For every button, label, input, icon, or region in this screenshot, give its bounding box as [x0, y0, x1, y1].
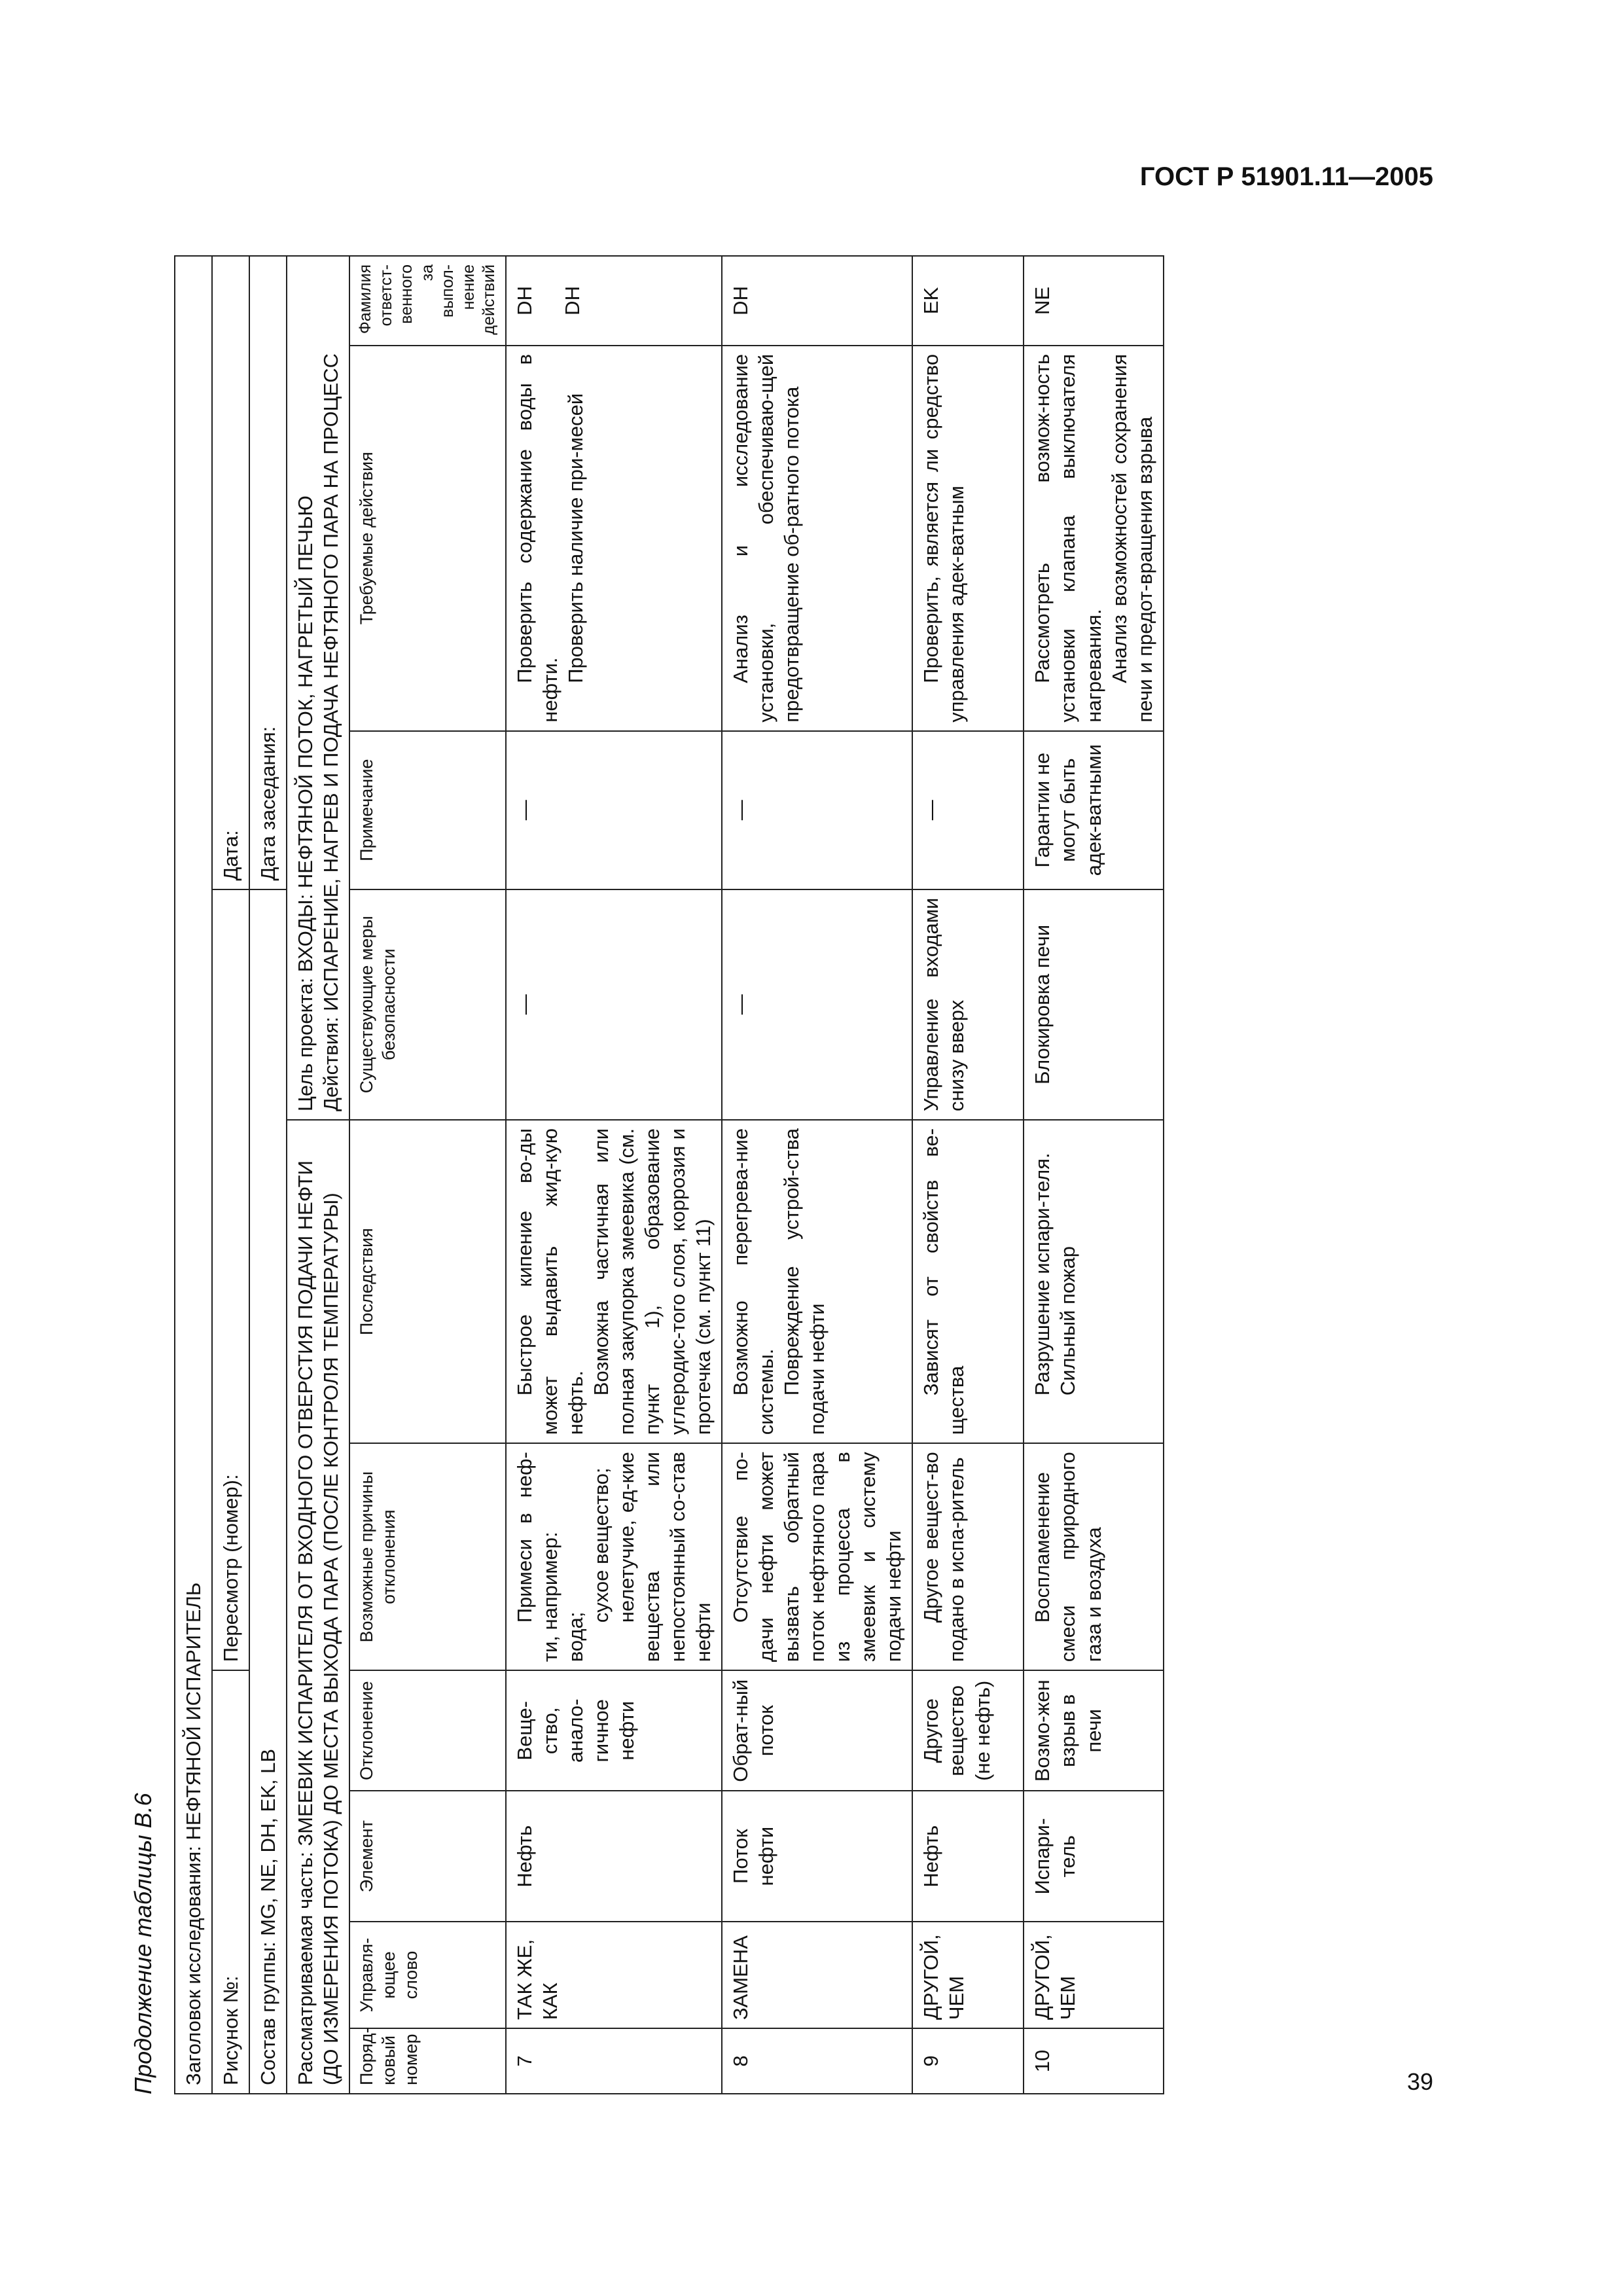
row-number: 8 [722, 2028, 912, 2094]
date: Дата: [212, 256, 249, 889]
action-line: Проверить, является ли средство управления адек-ватным [919, 353, 969, 723]
element: Испари-тель [1024, 1791, 1163, 1922]
column-header: Примечание [349, 731, 506, 889]
consequence-line: Повреждение устрой-ства подачи нефти [780, 1128, 829, 1435]
cause-line: Отсутствие по-дачи нефти может вызвать обратный поток нефтяного пара из процесса в змеевик и систему подачи нефти [729, 1452, 906, 1662]
causes [1024, 1443, 1163, 1670]
element: Нефть [912, 1791, 1024, 1922]
column-header: Существующие меры безопасности [349, 889, 506, 1120]
consequence-line: Разрушение испари-теля. [1031, 1153, 1054, 1396]
action-line: Анализ возможностей сохранения печи и предот-вращения взрыва [1107, 353, 1156, 723]
action-line: Рассмотреть возмож-ность установки клапана выключателя нагревания. [1031, 353, 1105, 723]
cause-line: Другое вещест-во подано в испа-ритель [919, 1452, 969, 1662]
required-actions [912, 346, 1024, 731]
safeguards: — [722, 889, 912, 1120]
responsible-initials: EK [919, 287, 943, 315]
row-number: 10 [1024, 2028, 1163, 2094]
guide-word: ТАК ЖЕ, КАК [506, 1922, 722, 2028]
goal-text: Цель проекта: ВХОДЫ: НЕФТЯНОЙ ПОТОК, НАГРЕТЫЙ ПЕЧЬЮ [294, 495, 317, 1111]
row-number: 9 [912, 2028, 1024, 2094]
consequence-line: Возможна частичная или полная закупорка змеевика (см. пункт 1), образование углеродис-того слоя, коррозия и протечка (см. пункт 11) [589, 1128, 715, 1435]
causes [912, 1443, 1024, 1670]
guide-word: ДРУГОЙ, ЧЕМ [1024, 1922, 1163, 2028]
table-row [722, 256, 912, 2094]
consequences [912, 1120, 1024, 1443]
required-actions [506, 346, 722, 731]
revision-number: Пересмотр (номер): [212, 889, 249, 1671]
cause-line: нелетучие, ед-кие вещества или непостоянный со-став нефти [615, 1452, 715, 1662]
note: — [506, 731, 722, 889]
consequences [506, 1120, 722, 1443]
consequence-line: Возможно перегрева-ние системы. [729, 1128, 778, 1435]
cause-line: вода; [563, 1611, 587, 1662]
actions-text: Действия: ИСПАРЕНИЕ, НАГРЕВ И ПОДАЧА НЕФТЯНОГО ПАРА НА ПРОЦЕСС [319, 353, 343, 1111]
consequences [1024, 1120, 1163, 1443]
column-header: Возможные причины отклонения [349, 1443, 506, 1670]
consequence-line: Сильный пожар [1056, 1246, 1080, 1396]
consequences [722, 1120, 912, 1443]
action-line: Проверить содержание воды в нефти. [512, 353, 562, 723]
deviation: Другое вещество (не нефть) [912, 1670, 1024, 1791]
causes [506, 1443, 722, 1670]
column-header: Фамилия ответст-венного за выпол-нение действий [349, 256, 506, 346]
guide-word: ДРУГОЙ, ЧЕМ [912, 1922, 1024, 2028]
element: Нефть [506, 1791, 722, 1922]
column-header: Требуемые действия [349, 346, 506, 731]
note: Гарантии не могут быть адек-ватными [1024, 731, 1163, 889]
note: — [912, 731, 1024, 889]
meeting-date: Дата заседания: [249, 256, 287, 889]
responsible-initials: DH [729, 286, 753, 315]
page-number: 39 [1406, 2068, 1433, 2095]
causes [722, 1443, 912, 1670]
column-header: Поряд-ковый номер [349, 2028, 506, 2094]
table-row [912, 256, 1024, 2094]
action-line: Проверить наличие при-месей [563, 393, 587, 683]
responsible [912, 256, 1024, 346]
figure-number: Рисунок №: [212, 1670, 249, 2094]
required-actions [722, 346, 912, 731]
rotated-table-block [124, 236, 1433, 2094]
hazop-table [174, 255, 1164, 2094]
column-header: Последствия [349, 1120, 506, 1443]
deviation: Возмо-жен взрыв в печи [1024, 1670, 1163, 1791]
table-row [506, 256, 722, 2094]
deviation: Обрат-ный поток [722, 1670, 912, 1791]
safeguards: — [506, 889, 722, 1120]
responsible [506, 256, 722, 346]
cause-line: Примеси в неф-ти, например: [512, 1452, 562, 1662]
responsible [722, 256, 912, 346]
project-goal [287, 256, 349, 1120]
responsible-initials: DH [560, 286, 584, 315]
cause-line: сухое вещество; [589, 1467, 613, 1623]
responsible-initials: DH [512, 286, 536, 315]
team-members: Состав группы: MG, NE, DH, EK, LB [249, 889, 287, 2094]
column-header: Элемент [349, 1791, 506, 1922]
considered-part: Рассматриваемая часть: ЗМЕЕВИК ИСПАРИТЕЛЯ ОТ ВХОДНОГО ОТВЕРСТИЯ ПОДАЧИ НЕФТИ (ДО ИЗМЕРЕНИЯ ПОТОКА) ДО МЕСТА ВЫХОДА ПАРА (ПОСЛЕ КОНТРОЛЯ ТЕМПЕРАТУРЫ) [287, 1120, 349, 2094]
table-row [1024, 256, 1163, 2094]
guide-word: ЗАМЕНА [722, 1922, 912, 2028]
responsible [1024, 256, 1163, 346]
element: Поток нефти [722, 1791, 912, 1922]
cause-line: Воспламенение смеси природного газа и воздуха [1031, 1452, 1105, 1662]
column-header: Управля-ющее слово [349, 1922, 506, 2028]
document-standard-header: ГОСТ Р 51901.11—2005 [1139, 162, 1433, 191]
row-number: 7 [506, 2028, 722, 2094]
required-actions [1024, 346, 1163, 731]
safeguards: Блокировка печи [1024, 889, 1163, 1120]
continuation-title: Продолжение таблицы В.6 [130, 1793, 156, 2094]
consequence-line: Зависят от свойств ве-щества [919, 1128, 969, 1435]
study-title: Заголовок исследования: НЕФТЯНОЙ ИСПАРИТЕЛЬ [175, 256, 212, 2094]
note: — [722, 731, 912, 889]
action-line: Анализ и исследование установки, обеспечиваю-щей предотвращение об-ратного потока [729, 353, 804, 723]
consequence-line: Быстрое кипение во-ды может выдавить жид-кую нефть. [512, 1128, 587, 1435]
column-header: Отклонение [349, 1670, 506, 1791]
safeguards: Управление входами снизу вверх [912, 889, 1024, 1120]
deviation: Веще-ство, анало-гичное нефти [506, 1670, 722, 1791]
responsible-initials: NE [1031, 286, 1054, 315]
